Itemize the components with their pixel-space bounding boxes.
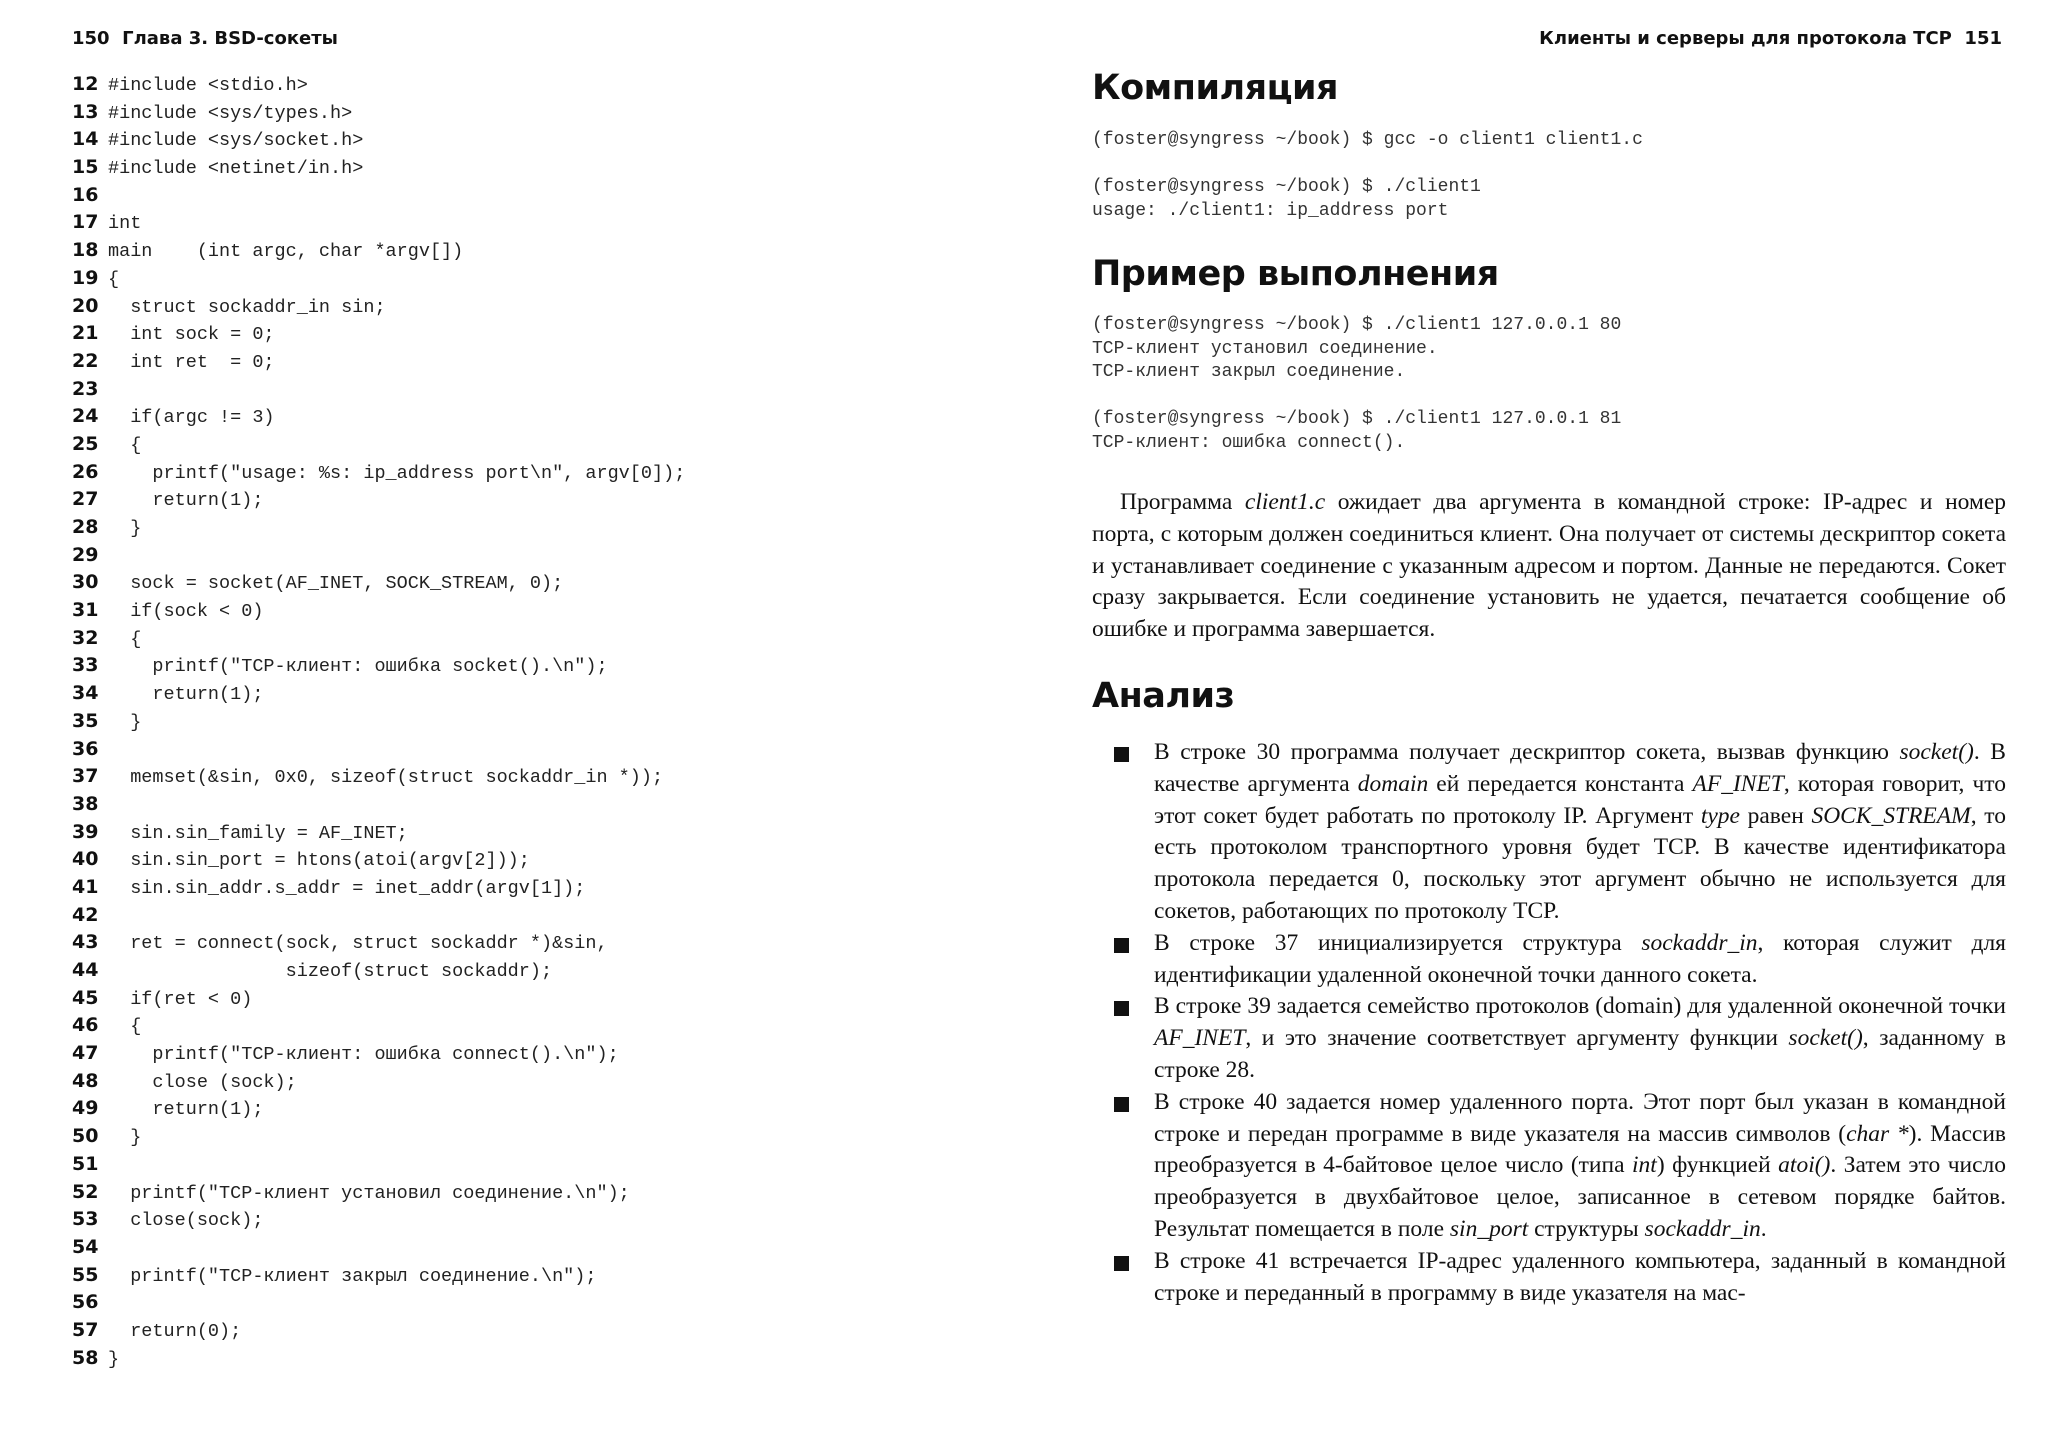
line-number: 50: [72, 1125, 99, 1148]
analysis-text: , то есть протоколом транспортного уровня будет TCP. В качестве идентификатора протокола передается 0, поскольку этот аргумент обычно не используется для сокетов, работающих по протоколу TCP.: [1154, 802, 2006, 924]
code-text: printf("TCP-клиент: ошибка socket().\n");: [108, 656, 608, 678]
line-number: 40: [72, 848, 99, 871]
line-number: 12: [72, 73, 99, 95]
line-number: 31: [72, 599, 99, 622]
console-line: [1092, 153, 1643, 177]
square-bullet-icon: [1114, 1256, 1129, 1271]
analysis-term: sin_port: [1449, 1215, 1529, 1242]
line-number: 26: [72, 460, 99, 483]
code-line: [72, 848, 1012, 876]
code-text: #include <sys/types.h>: [108, 102, 353, 124]
code-text: memset(&sin, 0x0, sizeof(struct sockaddr_in *));: [108, 767, 664, 789]
analysis-term: socket(): [1899, 739, 1974, 765]
code-line: [72, 378, 1012, 406]
line-number: 48: [72, 1069, 99, 1092]
line-number: 22: [72, 349, 99, 372]
code-text: printf("TCP-клиент закрыл соединение.\n");: [108, 1265, 597, 1287]
line-number: 36: [72, 737, 99, 760]
code-line: [72, 1042, 1012, 1070]
analysis-text: , заданному в строке 28.: [1154, 1025, 2006, 1083]
console-line: TCP-клиент: ошибка connect().: [1092, 432, 1406, 453]
code-line: [72, 821, 1012, 849]
analysis-term: atoi(): [1778, 1152, 1831, 1179]
square-bullet-icon: [1114, 1097, 1129, 1112]
analysis-term: type: [1700, 802, 1740, 829]
code-text: sin.sin_family = AF_INET;: [108, 822, 408, 844]
line-number: 38: [72, 792, 99, 815]
code-text: ret = connect(sock, struct sockaddr *)&sin,: [108, 933, 608, 955]
right-page: [1024, 0, 2048, 1447]
code-text: {: [108, 434, 142, 456]
analysis-text: В строке 40 задается номер удаленного порта. Этот порт был указан в командной строке и передан программе в виде указателя на массив символов (: [1154, 1088, 2006, 1147]
analysis-item: [1114, 1087, 2006, 1246]
line-number: 35: [72, 709, 99, 732]
line-number: 27: [72, 488, 99, 511]
code-line: [72, 765, 1012, 793]
analysis-item: [1114, 737, 2006, 928]
code-text: }: [108, 1348, 120, 1370]
code-line: [72, 267, 1012, 295]
analysis-text: , которая говорит, что этот сокет будет работать по протоколу IP. Аргумент: [1154, 770, 2007, 829]
paragraph-text-1: Программа: [1120, 489, 1245, 515]
left-running-head: [72, 28, 338, 49]
code-line: [72, 101, 1012, 129]
code-text: {: [108, 268, 120, 290]
line-number: 32: [72, 626, 99, 649]
code-line: [72, 571, 1012, 599]
line-number: 54: [72, 1235, 99, 1258]
code-line: [72, 1070, 1012, 1098]
line-number: 45: [72, 986, 99, 1009]
line-number: 47: [72, 1042, 99, 1065]
left-chapter-title: Глава 3. BSD-сокеты: [122, 28, 338, 49]
line-number: 30: [72, 571, 99, 594]
code-text: if(ret < 0): [108, 988, 253, 1010]
line-number: 53: [72, 1208, 99, 1231]
line-number: 16: [72, 183, 99, 206]
line-number: 24: [72, 405, 99, 428]
code-line: [72, 1125, 1012, 1153]
code-text: int: [108, 213, 142, 235]
analysis-text: .: [1760, 1215, 1767, 1242]
analysis-term: AF_INET: [1154, 1025, 1246, 1052]
line-number: 56: [72, 1291, 99, 1314]
line-number: 44: [72, 959, 99, 981]
right-running-head: [1539, 28, 2002, 49]
line-number: 34: [72, 682, 99, 705]
heading-analysis: Анализ: [1092, 676, 1235, 716]
code-line: [72, 682, 1012, 710]
code-line: [72, 876, 1012, 904]
line-number: 52: [72, 1180, 99, 1203]
line-number: 58: [72, 1346, 99, 1369]
line-number: 41: [72, 875, 99, 898]
console-example-run: [1092, 314, 1621, 455]
code-line: [72, 350, 1012, 378]
code-line: [72, 904, 1012, 932]
square-bullet-icon: [1114, 747, 1129, 762]
line-number: 21: [72, 322, 99, 345]
line-number: 33: [72, 654, 99, 677]
line-number: 57: [72, 1318, 99, 1341]
code-line: [72, 738, 1012, 766]
analysis-text: структуры: [1528, 1215, 1645, 1242]
code-line: [72, 1181, 1012, 1209]
analysis-text: . В качестве аргумента: [1154, 739, 2006, 797]
code-line: [72, 516, 1012, 544]
code-text: #include <netinet/in.h>: [108, 158, 364, 180]
line-number: 39: [72, 820, 99, 843]
code-line: [72, 793, 1012, 821]
line-number: 23: [72, 377, 99, 400]
code-line: [72, 710, 1012, 738]
analysis-text: равен: [1739, 802, 1812, 829]
analysis-term: AF_INET: [1692, 770, 1784, 797]
code-line: [72, 322, 1012, 350]
line-number: 42: [72, 903, 99, 926]
code-line: [72, 184, 1012, 212]
line-number: 17: [72, 211, 99, 234]
code-text: main (int argc, char *argv[]): [108, 241, 464, 263]
code-text: }: [108, 1127, 142, 1149]
code-line: [72, 599, 1012, 627]
heading-example-run: Пример выполнения: [1092, 254, 1499, 294]
line-number: 19: [72, 266, 99, 289]
code-line: [72, 211, 1012, 239]
code-text: printf("usage: %s: ip_address port\n", argv[0]);: [108, 462, 686, 484]
analysis-text: , и это значение соответствует аргументу функции: [1245, 1025, 1789, 1052]
analysis-text: В строке 37 инициализируется структура: [1154, 929, 1642, 956]
analysis-text: В строке 39 задается семейство протоколов (domain) для удаленной оконечной точки: [1154, 993, 2006, 1020]
analysis-text: В строке 30 программа получает дескриптор сокета, вызвав функцию: [1154, 739, 1900, 765]
code-text: printf("TCP-клиент установил соединение.\n");: [108, 1182, 630, 1204]
line-number: 43: [72, 931, 99, 954]
analysis-term: SOCK_STREAM: [1811, 802, 1971, 829]
line-number: 25: [72, 432, 99, 455]
code-text: {: [108, 1016, 142, 1038]
line-number: 37: [72, 765, 99, 788]
line-number: 20: [72, 294, 99, 317]
code-line: [72, 73, 1012, 101]
code-line: [72, 1153, 1012, 1181]
line-number: 51: [72, 1152, 99, 1175]
heading-compilation: Компиляция: [1092, 68, 1339, 108]
code-text: return(1);: [108, 684, 264, 706]
analysis-text: . Затем это число преобразуется в двухбайтовое целое, записанное в сетевом порядке байтов. Результат помещается в поле: [1154, 1152, 2007, 1242]
code-text: close (sock);: [108, 1071, 297, 1093]
code-line: [72, 544, 1012, 572]
line-number: 49: [72, 1097, 99, 1120]
code-text: {: [108, 628, 142, 650]
analysis-item: [1114, 991, 2006, 1086]
code-text: return(0);: [108, 1320, 242, 1342]
code-line: [72, 405, 1012, 433]
code-line: [72, 627, 1012, 655]
console-line: (foster@syngress ~/book) $ ./client1 127.0.0.1 80: [1092, 315, 1622, 335]
analysis-item: [1114, 1246, 2006, 1310]
square-bullet-icon: [1114, 938, 1129, 953]
line-number: 55: [72, 1263, 99, 1286]
analysis-term: sockaddr_in: [1641, 929, 1758, 956]
code-line: [72, 1264, 1012, 1292]
paragraph-text-2: ожидает два аргумента в командной строке: IP-адрес и номер порта, с которым должен соединиться клиент. Она получает от системы дескриптор сокета и устанавливает соединение с указанным адресом и портом. Данные не передаются. Сокет сразу закрывается. Если соединение установить не удается, печатается сообщение об ошибке и программа завершается.: [1092, 489, 2006, 643]
analysis-text: ). Массив преобразуется в 4-байтовое целое число (типа: [1154, 1120, 2007, 1179]
console-line: [1092, 385, 1621, 409]
line-number: 46: [72, 1014, 99, 1037]
line-number: 18: [72, 239, 99, 262]
code-line: [72, 295, 1012, 323]
code-line: [72, 987, 1012, 1015]
code-line: [72, 488, 1012, 516]
code-text: int sock = 0;: [108, 324, 275, 346]
code-line: [72, 1097, 1012, 1125]
code-text: if(argc != 3): [108, 407, 275, 429]
console-line: (foster@syngress ~/book) $ ./client1 127.0.0.1 81: [1092, 409, 1622, 429]
code-line: [72, 931, 1012, 959]
analysis-term: domain: [1357, 770, 1429, 797]
code-line: [72, 1347, 1012, 1375]
analysis-text: , которая служит для идентификации удаленной оконечной точки данного сокета.: [1154, 929, 2006, 988]
code-text: #include <sys/socket.h>: [108, 130, 364, 152]
code-line: [72, 1291, 1012, 1319]
analysis-term: char *: [1846, 1120, 1909, 1147]
code-text: int ret = 0;: [108, 351, 275, 373]
code-line: [72, 654, 1012, 682]
code-text: sin.sin_port = htons(atoi(argv[2]));: [108, 850, 530, 872]
code-text: }: [108, 518, 142, 539]
code-line: [72, 433, 1012, 461]
analysis-term: int: [1632, 1152, 1657, 1179]
analysis-term: socket(): [1788, 1025, 1863, 1052]
code-line: [72, 128, 1012, 156]
analysis-text: ей передается константа: [1428, 770, 1693, 797]
description-paragraph: [1092, 487, 2006, 646]
right-page-number: 151: [1964, 28, 2002, 49]
code-text: sin.sin_addr.s_addr = inet_addr(argv[1]);: [108, 877, 586, 899]
code-line: [72, 239, 1012, 267]
code-text: sock = socket(AF_INET, SOCK_STREAM, 0);: [108, 573, 564, 595]
line-number: 28: [72, 516, 99, 538]
code-listing: [72, 73, 1012, 1374]
code-text: close(sock);: [108, 1210, 264, 1232]
code-text: return(1);: [108, 490, 264, 512]
console-line: (foster@syngress ~/book) $ gcc -o client1 client1.c: [1092, 130, 1643, 150]
code-line: [72, 461, 1012, 489]
code-line: [72, 1236, 1012, 1264]
right-section-title: Клиенты и серверы для протокола TCP: [1539, 28, 1952, 49]
code-text: sizeof(struct sockaddr);: [108, 961, 553, 982]
paragraph-filename: client1.c: [1244, 489, 1326, 515]
code-line: [72, 959, 1012, 987]
code-text: return(1);: [108, 1099, 264, 1121]
code-text: #include <stdio.h>: [108, 75, 308, 96]
analysis-term: sockaddr_in: [1644, 1215, 1761, 1242]
console-line: usage: ./client1: ip_address port: [1092, 200, 1449, 221]
code-text: struct sockaddr_in sin;: [108, 296, 386, 318]
console-line: (foster@syngress ~/book) $ ./client1: [1092, 177, 1481, 197]
console-line: TCP-клиент установил соединение.: [1092, 338, 1438, 359]
line-number: 29: [72, 543, 99, 566]
line-number: 13: [72, 100, 99, 123]
analysis-list: [1114, 737, 2006, 1309]
left-page-number: 150: [72, 28, 110, 49]
analysis-item: [1114, 928, 2006, 992]
code-line: [72, 1014, 1012, 1042]
code-text: if(sock < 0): [108, 601, 264, 623]
code-line: [72, 1319, 1012, 1347]
line-number: 15: [72, 156, 99, 179]
analysis-text: В строке 41 встречается IP-адрес удаленного компьютера, заданный в командной строке и переданный в программу в виде указателя на мас-: [1154, 1247, 2006, 1306]
analysis-text: ) функцией: [1656, 1152, 1779, 1179]
console-compilation: [1092, 129, 1643, 223]
code-line: [72, 1208, 1012, 1236]
code-text: printf("TCP-клиент: ошибка connect().\n");: [108, 1044, 619, 1066]
console-line: TCP-клиент закрыл соединение.: [1092, 362, 1406, 382]
square-bullet-icon: [1114, 1001, 1129, 1016]
code-line: [72, 156, 1012, 184]
code-text: }: [108, 711, 142, 733]
line-number: 14: [72, 128, 99, 151]
